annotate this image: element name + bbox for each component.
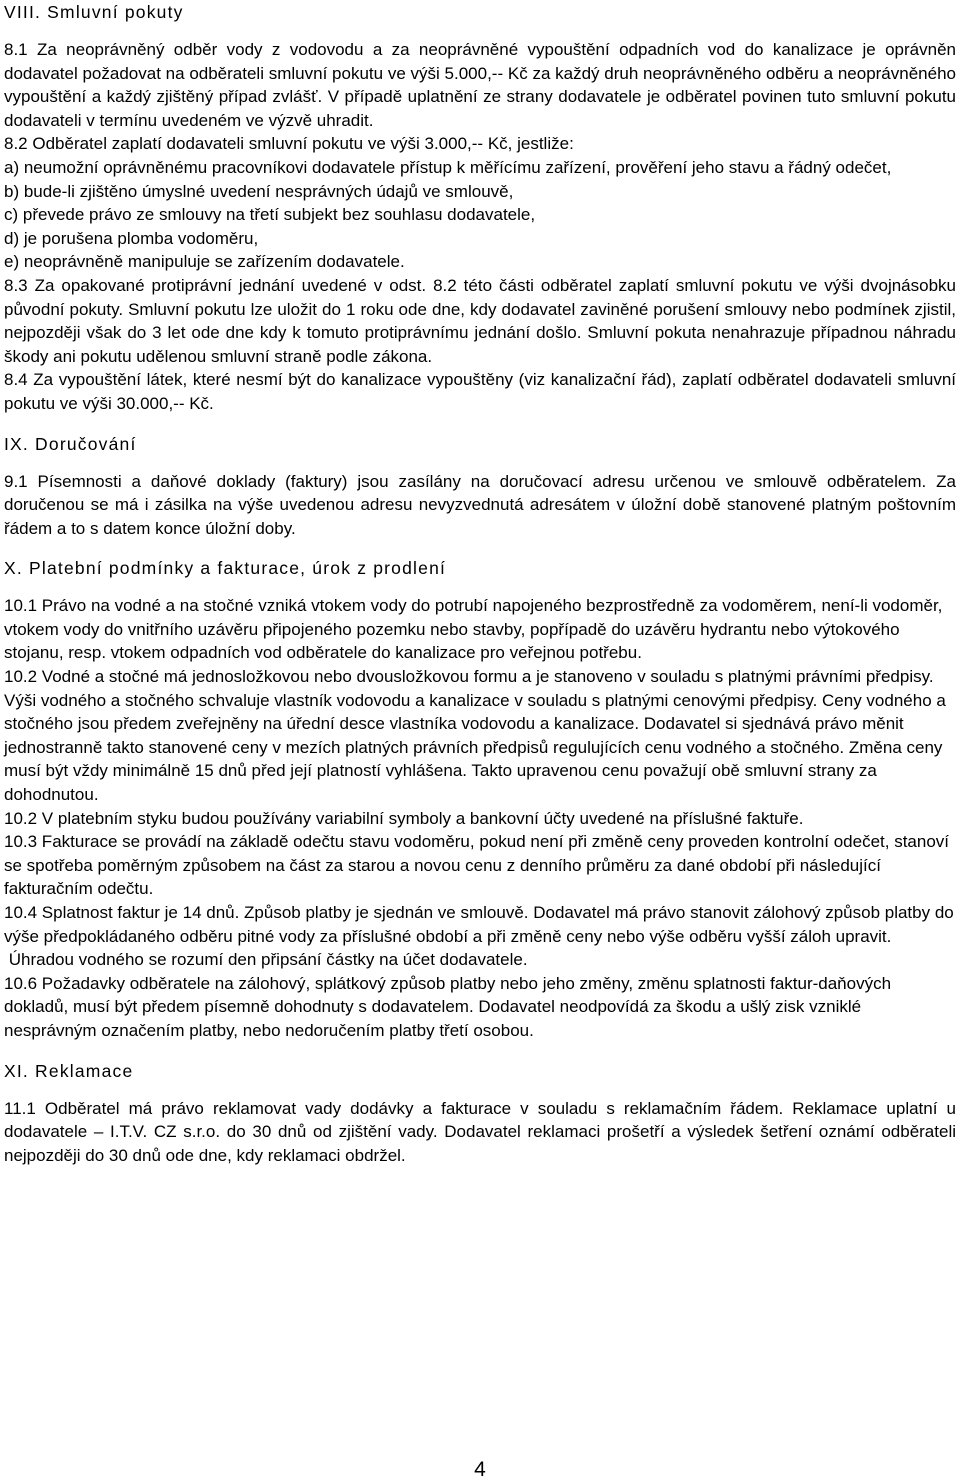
- section-heading-ix: IX. Doručování: [4, 433, 137, 454]
- paragraph-10-4: 10.4 Splatnost faktur je 14 dnů. Způsob platby je sjednán ve smlouvě. Dodavatel má právo stanovit zálohový způsob platby do výše předpokládaného odběru pitné vody za příslušné období a při změně ceny nebo výše odběru vyšší záloh upravit.: [4, 903, 954, 946]
- section-heading-xi: XI. Reklamace: [4, 1060, 134, 1081]
- page-number: 4: [474, 1458, 486, 1481]
- paragraph-10-2a: 10.2 Vodné a stočné má jednosložkovou nebo dvousložkovou formu a je stanoveno v souladu s platnými právními předpisy. Výši vodného a stočného schvaluje vlastník vodovodu a kanalizace v souladu s platnými cenovými předpisy. Ceny vodného a stočného jsou předem zveřejněny na úřední desce vlastníka vodovodu a kanalizace. Dodavatel si sjednává právo měnit jednostranně takto stanovené ceny v mezích platných právních předpisů regulujících cenu vodného a stočného. Změna ceny musí být vždy minimálně 15 dnů před její platností vyhlášena. Takto upravenou cenu považují obě smluvní strany za dohodnutou.: [4, 667, 946, 805]
- list-item-a: a) neumožní oprávněnému pracovníkovi dodavatele přístup k měřícímu zařízení, prověření jeho stavu a řádný odečet,: [4, 157, 892, 177]
- list-item-d: d) je porušena plomba vodoměru,: [4, 228, 259, 248]
- list-item-c: c) převede právo ze smlouvy na třetí subjekt bez souhlasu dodavatele,: [4, 205, 536, 225]
- list-item-e: e) neoprávněně manipuluje se zařízením dodavatele.: [4, 252, 405, 272]
- paragraph-8-4: 8.4 Za vypouštění látek, které nesmí být do kanalizace vypouštěny (viz kanalizační řád), zaplatí odběratel dodavateli smluvní pokutu ve výši 30.000,-- Kč.: [4, 370, 956, 413]
- paragraph-10-1: 10.1 Právo na vodné a na stočné vzniká vtokem vody do potrubí napojeného bezprostředně za vodoměrem, není-li vodoměr, vtokem vody do vnitřního uzávěru připojeného pozemku nebo stavby, popřípadě do uzávěru hydrantu nebo výtokového stojanu, resp. vtokem odpadních vod odběratele do kanalizace pro veřejnou potřebu.: [4, 596, 943, 663]
- document-page: [4, 0, 956, 1167]
- paragraph-uhrada: Úhradou vodného se rozumí den připsání částky na účet dodavatele.: [4, 950, 528, 970]
- section-heading-x: X. Platební podmínky a fakturace, úrok z prodlení: [4, 558, 447, 579]
- paragraph-8-2: 8.2 Odběratel zaplatí dodavateli smluvní pokutu ve výši 3.000,-- Kč, jestliže:: [4, 134, 574, 154]
- paragraph-10-6: 10.6 Požadavky odběratele na zálohový, splátkový způsob platby nebo jeho změny, změnu splatnosti faktur-daňových dokladů, musí být předem písemně dohodnuty s dodavatelem. Dodavatel neodpovídá za škodu a ušlý zisk vzniklé nesprávným označením platby, nebo nedoručením platby třetí osobou.: [4, 973, 892, 1040]
- paragraph-10-3: 10.3 Fakturace se provádí na základě odečtu stavu vodoměru, pokud není při změně ceny proveden kontrolní odečet, stanoví se spotřeba poměrným způsobem na část za starou a novou cenu z denního průměru za dané období při následující fakturačním odečtu.: [4, 832, 950, 899]
- paragraph-8-1: 8.1 Za neoprávněný odběr vody z vodovodu a za neoprávněné vypouštění odpadních vod do kanalizace je oprávněn dodavatel požadovat na odběrateli smluvní pokutu ve výši 5.000,-- Kč za každý druh neoprávněného odběru a neoprávněného vypouštění a každý zjištěný případ zvlášť. V případě uplatnění ze strany dodavatele je odběratel povinen tuto smluvní pokutu dodavateli v termínu uvedeném ve výzvě uhradit.: [4, 40, 956, 130]
- paragraph-10-2b: 10.2 V platebním styku budou používány variabilní symboly a bankovní účty uvedené na příslušné faktuře.: [4, 808, 804, 828]
- paragraph-11-1: 11.1 Odběratel má právo reklamovat vady dodávky a fakturace v souladu s reklamačním řádem. Reklamace uplatní u dodavatele – I.T.V. CZ s.r.o. do 30 dnů od zjištění vady. Dodavatel reklamaci prošetří a výsledek šetření oznámí odběrateli nejpozději do 30 dnů ode dne, kdy reklamaci obdržel.: [4, 1098, 956, 1165]
- section-heading-viii: VIII. Smluvní pokuty: [4, 2, 184, 22]
- paragraph-9-1: 9.1 Písemnosti a daňové doklady (faktury) jsou zasílány na doručovací adresu určenou ve smlouvě odběratelem. Za doručenou se má i zásilka na výše uvedenou adresu nevyzvednutá adresátem v úložní době stanovené platným poštovním řádem a to s datem konce úložní doby.: [4, 471, 956, 538]
- paragraph-8-3: 8.3 Za opakované protiprávní jednání uvedené v odst. 8.2 této části odběratel zaplatí smluvní pokutu ve výši dvojnásobku původní pokuty. Smluvní pokutu lze uložit do 1 roku ode dne, kdy dodavatel zaviněné porušení smlouvy nebo podmínek zjistil, nejpozději však do 3 let ode dne kdy k tomuto protiprávnímu jednání došlo. Smluvní pokuta nenahrazuje případnou náhradu škody ani pokutu udělenou smluvní straně podle zákona.: [4, 275, 956, 366]
- list-item-b: b) bude-li zjištěno úmyslné uvedení nesprávných údajů ve smlouvě,: [4, 181, 514, 201]
